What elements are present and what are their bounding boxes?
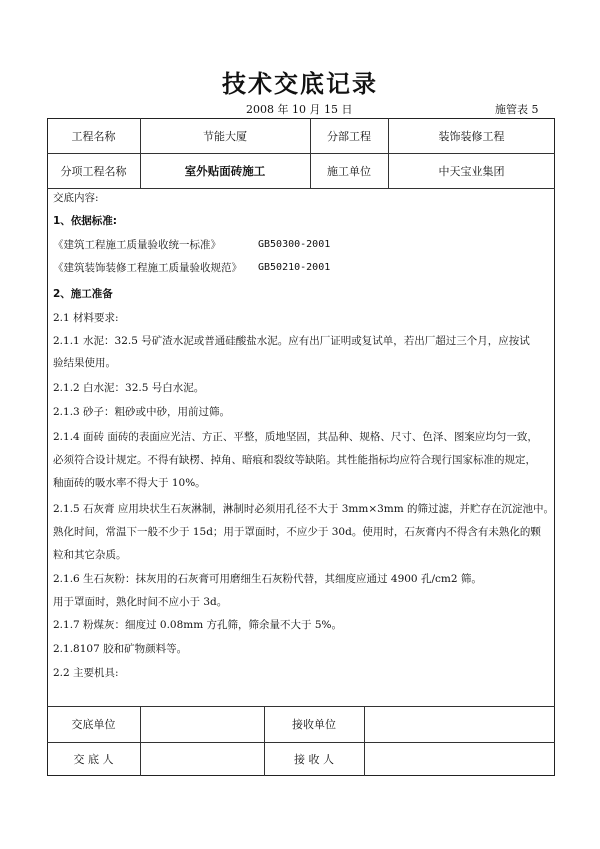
paragraph-2-1-5: 2.1.5 石灰膏 应用块状生石灰淋制，淋制时必须用孔径不大于 3mm×3mm 的筛过滤，并贮存在沉淀池中。 bbox=[53, 503, 555, 515]
paragraph-2-1-6: 2.1.6 生石灰粉：抹灰用的石灰膏可用磨细生石灰粉代替，其细度应通过 4900 孔/cm2 筛。 bbox=[53, 573, 482, 585]
value-project-name: 节能大厦 bbox=[203, 129, 247, 143]
standard-2-code: GB50210-2001 bbox=[258, 262, 331, 273]
label-project-name: 工程名称 bbox=[71, 129, 116, 143]
paragraph-2-1-4-cont: 釉面砖的吸水率不得大于 10%。 bbox=[53, 477, 206, 489]
value-disclosing-unit[interactable] bbox=[140, 706, 264, 742]
value-division-work: 装饰装修工程 bbox=[438, 129, 505, 143]
label-receiver: 接 收 人 bbox=[294, 753, 334, 766]
label-division-work: 分部工程 bbox=[327, 129, 371, 143]
document-date: 2008 年 10 月 15 日 bbox=[246, 103, 353, 116]
section-heading-preparation: 2、施工准备 bbox=[53, 288, 113, 300]
paragraph-2-1-1: 2.1.1 水泥：32.5 号矿渣水泥或普通硅酸盐水泥。应有出厂证明或复试单，若出厂超过三个月，应按试 bbox=[53, 335, 530, 347]
value-receiving-unit[interactable] bbox=[364, 706, 555, 742]
document-title: 技术交底记录 bbox=[222, 70, 378, 98]
paragraph-2-1-6-cont: 用于罩面时，熟化时间不应小于 3d。 bbox=[53, 596, 228, 608]
paragraph-2-1: 2.1 材料要求: bbox=[53, 312, 119, 324]
value-construction-unit: 中天宝业集团 bbox=[438, 164, 505, 178]
label-receiving-unit: 接收单位 bbox=[292, 718, 336, 731]
value-receiver[interactable] bbox=[364, 742, 555, 776]
paragraph-2-1-8: 2.1.8107 胶和矿物颜料等。 bbox=[53, 643, 188, 655]
standard-1-name: 《建筑工程施工质量验收统一标准》 bbox=[53, 239, 221, 251]
value-discloser[interactable] bbox=[140, 742, 264, 776]
section-heading-standards: 1、依据标准: bbox=[53, 215, 118, 227]
paragraph-2-1-2: 2.1.2 白水泥：32.5 号白水泥。 bbox=[53, 382, 205, 394]
label-construction-unit: 施工单位 bbox=[327, 164, 371, 178]
paragraph-2-1-1-cont: 验结果使用。 bbox=[53, 357, 116, 369]
value-subitem-name: 室外贴面砖施工 bbox=[184, 163, 266, 178]
standard-1-code: GB50300-2001 bbox=[258, 239, 331, 250]
standard-2 bbox=[53, 261, 549, 275]
paragraph-2-1-4-cont: 必须符合设计规定。不得有缺楞、掉角、暗痕和裂纹等缺陷。其性能指标均应符合现行国家标准的规定， bbox=[53, 454, 536, 466]
grid-line bbox=[47, 188, 555, 189]
paragraph-2-1-5-cont: 熟化时间，常温下一般不少于 15d；用于罩面时，不应少于 30d。使用时，石灰膏内不得含有未熟化的颗 bbox=[53, 526, 541, 538]
paragraph-2-1-5-cont: 粒和其它杂质。 bbox=[53, 549, 127, 561]
standard-1 bbox=[53, 238, 331, 252]
standard-2-name: 《建筑装饰装修工程施工质量验收规范》 bbox=[53, 262, 242, 274]
record-table bbox=[47, 118, 555, 776]
paragraph-2-1-3: 2.1.3 砂子：粗砂或中砂，用前过筛。 bbox=[53, 406, 231, 418]
paragraph-2-1-4: 2.1.4 面砖 面砖的表面应光洁、方正、平整，质地坚固，其品种、规格、尺寸、色泽、图案应均匀一致， bbox=[53, 431, 538, 443]
form-number: 施管表 5 bbox=[495, 103, 539, 116]
content-intro: 交底内容: bbox=[53, 192, 99, 204]
paragraph-2-1-7: 2.1.7 粉煤灰：细度过 0.08mm 方孔筛，筛余量不大于 5%。 bbox=[53, 619, 343, 631]
paragraph-2-2: 2.2 主要机具: bbox=[53, 667, 119, 679]
label-discloser: 交 底 人 bbox=[73, 753, 114, 766]
label-disclosing-unit: 交底单位 bbox=[71, 718, 116, 731]
label-subitem-name: 分项工程名称 bbox=[60, 164, 127, 178]
